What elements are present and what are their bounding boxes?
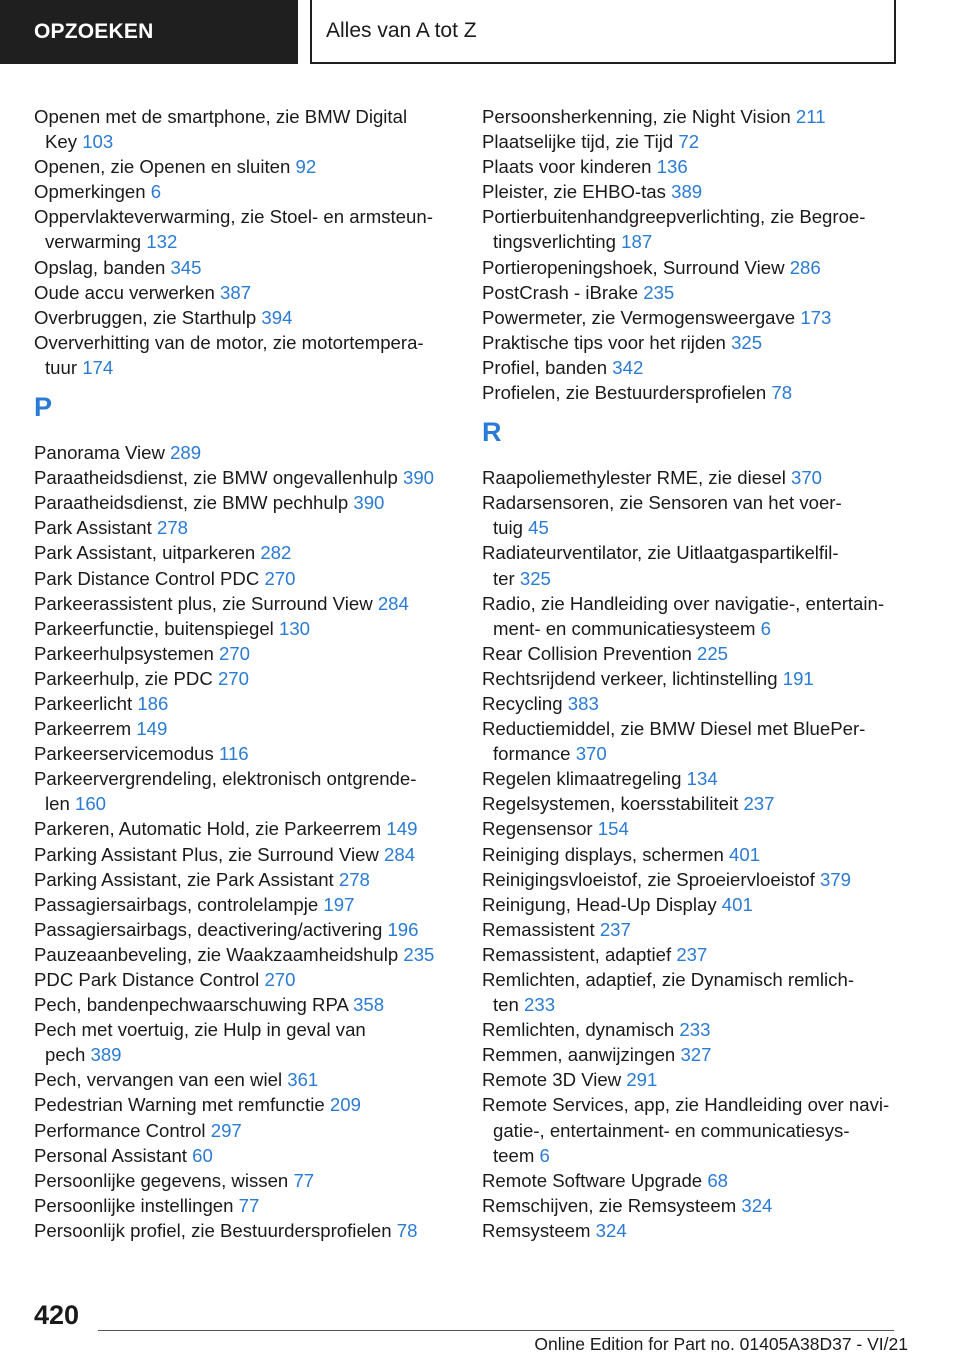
- index-entry: [482, 330, 902, 355]
- page-reference-link[interactable]: 191: [782, 667, 814, 689]
- index-entry-text: Parkeerservicemodus: [34, 743, 214, 765]
- page-reference-link[interactable]: 390: [353, 492, 385, 514]
- index-entry: [482, 942, 902, 967]
- index-entry: [34, 104, 454, 154]
- section-letter: R: [482, 417, 502, 448]
- index-entry: [34, 641, 454, 666]
- index-entry-text: Remlichten, dynamisch: [482, 1019, 675, 1041]
- index-entry-text: Reinigingsvloeistof, zie Sproeiervloeistof: [482, 868, 815, 890]
- index-entry-text: Pauzeaanbeveling, zie Waakzaamheidshulp: [34, 943, 399, 965]
- index-entry: [34, 1218, 454, 1243]
- index-entry-text: Profiel, banden: [482, 356, 608, 378]
- page-reference-link[interactable]: 6: [150, 181, 162, 203]
- index-entry-text: Parkeerassistent plus, zie Surround View: [34, 592, 373, 614]
- index-entry-text: Remote 3D View: [482, 1069, 622, 1091]
- index-entry: [482, 179, 902, 204]
- page-reference-link[interactable]: 370: [791, 467, 823, 489]
- index-entry-text: ter: [493, 567, 515, 589]
- index-entry-text: Overbruggen, zie Starthulp: [34, 306, 257, 328]
- page-reference-link[interactable]: 389: [671, 181, 703, 203]
- index-entry: [34, 917, 454, 942]
- page-reference-link[interactable]: 209: [329, 1094, 361, 1116]
- index-entry: [482, 490, 902, 540]
- index-entry: [34, 766, 454, 816]
- index-entry: [482, 129, 902, 154]
- index-entry-text: Radarsensoren, zie Sensoren van het voer-: [482, 492, 842, 514]
- page-reference-link[interactable]: 134: [686, 768, 718, 790]
- index-entry: [482, 641, 902, 666]
- index-entry-text: Oude accu verwerken: [34, 281, 215, 303]
- index-entry: [482, 255, 902, 280]
- page-reference-link[interactable]: 379: [819, 868, 851, 890]
- page-reference-link[interactable]: 401: [729, 843, 761, 865]
- index-entry-text: Passagiersairbags, controlelampje: [34, 893, 319, 915]
- page-reference-link[interactable]: 270: [264, 567, 296, 589]
- index-entry: [34, 842, 454, 867]
- page-reference-link[interactable]: 389: [90, 1044, 122, 1066]
- index-entry: [34, 691, 454, 716]
- page-reference-link[interactable]: 237: [676, 943, 708, 965]
- edition-note: Online Edition for Part no. 01405A38D37 - VI/21: [534, 1334, 908, 1354]
- page-reference-link[interactable]: 286: [789, 256, 821, 278]
- index-entry: [34, 490, 454, 515]
- index-entry: [34, 1092, 454, 1117]
- index-entry-text: Remschijven, zie Remsysteem: [482, 1194, 737, 1216]
- page-reference-link[interactable]: 324: [595, 1219, 627, 1241]
- page-reference-link[interactable]: 278: [338, 868, 370, 890]
- page-reference-link[interactable]: 345: [170, 256, 202, 278]
- index-entry: [34, 867, 454, 892]
- index-entry: [482, 305, 902, 330]
- page-reference-link[interactable]: 394: [261, 306, 293, 328]
- index-entry: [482, 816, 902, 841]
- index-entry-text: Powermeter, zie Vermogensweergave: [482, 306, 796, 328]
- page-reference-link[interactable]: 160: [75, 793, 107, 815]
- index-entry: [482, 204, 902, 254]
- page-reference-link[interactable]: 270: [219, 642, 251, 664]
- page-reference-link[interactable]: 361: [287, 1069, 319, 1091]
- page-reference-link[interactable]: 325: [731, 331, 763, 353]
- index-entry-text: Parkeervergrendeling, elektronisch ontgrende-: [34, 768, 417, 790]
- index-column-right: [482, 104, 902, 1243]
- index-entry: [34, 1017, 454, 1067]
- page-reference-link[interactable]: 327: [680, 1044, 712, 1066]
- index-entry-text: Pech, bandenpechwaarschuwing RPA: [34, 994, 348, 1016]
- page-reference-link[interactable]: 370: [575, 743, 607, 765]
- page-reference-link[interactable]: 186: [137, 692, 169, 714]
- page-reference-link[interactable]: 237: [743, 793, 775, 815]
- index-entry: [34, 280, 454, 305]
- index-entry-text: Radio, zie Handleiding over navigatie-, entertain-: [482, 592, 885, 614]
- index-entry-text: Praktische tips voor het rijden: [482, 331, 726, 353]
- page-reference-link[interactable]: 77: [238, 1194, 260, 1216]
- index-entry-text: Personal Assistant: [34, 1144, 187, 1166]
- footer-divider: [98, 1330, 894, 1331]
- index-entry: [34, 992, 454, 1017]
- index-entry-text: verwarming: [45, 231, 142, 253]
- index-entry: [482, 1218, 902, 1243]
- index-entry-text: Pech, vervangen van een wiel: [34, 1069, 283, 1091]
- index-entry: [34, 816, 454, 841]
- index-entry-text: Paraatheidsdienst, zie BMW ongevallenhulp: [34, 467, 398, 489]
- index-entry-text: Park Assistant, uitparkeren: [34, 542, 256, 564]
- index-entry: [34, 967, 454, 992]
- page-reference-link[interactable]: 270: [264, 969, 296, 990]
- index-entry-text: Radiateurventilator, zie Uitlaatgaspartikelfil-: [482, 542, 839, 564]
- page-reference-link[interactable]: 233: [524, 994, 556, 1016]
- index-entry-text: Raapoliemethylester RME, zie diesel: [482, 467, 786, 489]
- page-reference-link[interactable]: 6: [760, 617, 771, 639]
- section-letter: P: [34, 392, 53, 423]
- index-entry-text: tuig: [493, 517, 523, 539]
- index-entry-text: Pedestrian Warning met remfunctie: [34, 1094, 325, 1116]
- index-entry-text: formance: [493, 743, 571, 765]
- index-entry: [482, 104, 902, 129]
- page-reference-link[interactable]: 132: [146, 231, 178, 253]
- page-reference-link[interactable]: 187: [621, 231, 653, 253]
- index-entry-text: Remassistent, adaptief: [482, 943, 672, 965]
- index-entry-text: Opmerkingen: [34, 181, 146, 203]
- index-entry-text: Paraatheidsdienst, zie BMW pechhulp: [34, 492, 349, 514]
- index-entry: [482, 1193, 902, 1218]
- index-entry-text: Park Assistant: [34, 517, 152, 539]
- index-entry-text: Pleister, zie EHBO-tas: [482, 181, 666, 203]
- page-reference-link[interactable]: 130: [278, 617, 311, 639]
- page-reference-link[interactable]: 211: [795, 106, 826, 127]
- index-entry-text: Parkeerlicht: [34, 692, 133, 714]
- index-entry: [482, 691, 902, 716]
- page-reference-link[interactable]: 278: [156, 517, 189, 539]
- index-entry-text: PostCrash - iBrake: [482, 281, 639, 303]
- index-entry: [34, 566, 454, 591]
- page-reference-link[interactable]: 284: [377, 592, 409, 614]
- index-entry-text: Parkeerfunctie, buitenspiegel: [34, 617, 274, 639]
- page-reference-link[interactable]: 78: [771, 382, 793, 404]
- index-entry: [482, 355, 902, 380]
- index-entry-text: Pech met voertuig, zie Hulp in geval van: [34, 1019, 366, 1041]
- index-entry-text: Performance Control: [34, 1119, 206, 1141]
- index-entry: [34, 465, 454, 490]
- page-header: [0, 0, 960, 66]
- index-entry: [34, 741, 454, 766]
- index-entry-text: Reiniging displays, schermen: [482, 843, 724, 865]
- page-reference-link[interactable]: 68: [707, 1169, 728, 1191]
- index-entry-text: Profielen, zie Bestuurdersprofielen: [482, 382, 767, 404]
- index-entry: [34, 591, 454, 616]
- page-reference-link[interactable]: 92: [295, 156, 317, 178]
- index-entry-text: Persoonsherkenning, zie Night Vision: [482, 106, 791, 127]
- index-entry-text: gatie-, entertainment- en communicatiesys-: [493, 1119, 850, 1141]
- index-entry-text: Remsysteem: [482, 1219, 591, 1241]
- index-entry-text: Remassistent: [482, 918, 595, 940]
- page-reference-link[interactable]: 235: [403, 943, 435, 965]
- index-entry-text: Portierbuitenhandgreepverlichting, zie Begroe-: [482, 206, 866, 228]
- index-entry: [482, 666, 902, 691]
- index-entry-text: Remlichten, adaptief, zie Dynamisch remlich-: [482, 969, 855, 990]
- index-entry: [482, 540, 902, 590]
- index-entry-text: Parkeerhulpsystemen: [34, 642, 214, 664]
- index-entry-text: Openen met de smartphone, zie BMW Digital: [34, 106, 408, 127]
- index-entry-text: tuur: [45, 356, 78, 378]
- index-entry-text: PDC Park Distance Control: [34, 969, 260, 990]
- index-entry: [34, 716, 454, 741]
- index-entry: [482, 1042, 902, 1067]
- page-reference-link[interactable]: 282: [260, 542, 292, 564]
- index-entry-text: Plaatselijke tijd, zie Tijd: [482, 131, 674, 153]
- page-reference-link[interactable]: 78: [396, 1219, 418, 1241]
- page-reference-link[interactable]: 136: [656, 156, 688, 178]
- index-entry: [482, 280, 902, 305]
- page-reference-link[interactable]: 173: [800, 306, 832, 328]
- index-entry-text: Regelen klimaatregeling: [482, 768, 682, 790]
- page-reference-link[interactable]: 103: [82, 131, 114, 153]
- page-reference-link[interactable]: 342: [612, 356, 644, 378]
- index-entry-text: tingsverlichting: [493, 231, 616, 253]
- index-entry: [482, 766, 902, 791]
- index-entry-text: Persoonlijke instellingen: [34, 1194, 234, 1216]
- index-entry: [482, 867, 902, 892]
- index-column-left: [34, 104, 454, 1243]
- index-entry: [482, 716, 902, 766]
- index-entry-text: Persoonlijke gegevens, wissen: [34, 1169, 289, 1191]
- section-title: Alles van A tot Z: [310, 0, 896, 64]
- index-entry: [482, 380, 902, 405]
- index-entry-text: Remote Software Upgrade: [482, 1169, 703, 1191]
- index-entry-text: Regensensor: [482, 818, 593, 840]
- section-tab: OPZOEKEN: [0, 0, 298, 64]
- index-entry-text: Parking Assistant Plus, zie Surround View: [34, 843, 379, 865]
- page-reference-link[interactable]: 289: [170, 442, 202, 464]
- index-entry-text: pech: [45, 1044, 86, 1066]
- index-entry: [34, 515, 454, 540]
- index-entry-text: Recycling: [482, 692, 563, 714]
- index-entry: [482, 1092, 902, 1167]
- page-reference-link[interactable]: 235: [643, 281, 675, 303]
- index-entry: [34, 942, 454, 967]
- page-reference-link[interactable]: 297: [210, 1119, 242, 1141]
- index-entry-text: Reductiemiddel, zie BMW Diesel met BluePer-: [482, 718, 866, 740]
- index-entry-text: Portieropeningshoek, Surround View: [482, 256, 785, 278]
- index-entry-text: Reinigung, Head-Up Display: [482, 893, 717, 915]
- index-entry: [482, 892, 902, 917]
- page-reference-link[interactable]: 325: [519, 567, 551, 589]
- index-entry: [34, 204, 454, 254]
- page-reference-link[interactable]: 324: [741, 1194, 773, 1216]
- index-entry-text: Panorama View: [34, 442, 165, 464]
- index-entry: [34, 1118, 454, 1143]
- index-entry-text: Passagiersairbags, deactivering/activering: [34, 918, 383, 940]
- page-reference-link[interactable]: 284: [384, 843, 416, 865]
- page-reference-link[interactable]: 45: [528, 517, 549, 539]
- page-reference-link[interactable]: 291: [626, 1069, 658, 1091]
- index-entry-text: Parkeerhulp, zie PDC: [34, 667, 213, 689]
- page-reference-link[interactable]: 401: [721, 893, 753, 915]
- page-reference-link[interactable]: 390: [403, 467, 435, 489]
- page-reference-link[interactable]: 225: [696, 642, 729, 664]
- index-entry: [34, 1193, 454, 1218]
- index-entry: [34, 892, 454, 917]
- index-entry: [34, 440, 454, 465]
- index-entry-text: Persoonlijk profiel, zie Bestuurdersprofielen: [34, 1219, 392, 1241]
- page-reference-link[interactable]: 60: [192, 1144, 213, 1166]
- index-entry-text: len: [45, 793, 70, 815]
- page-reference-link[interactable]: 270: [217, 667, 249, 689]
- page-reference-link[interactable]: 233: [679, 1019, 711, 1041]
- page-reference-link[interactable]: 72: [678, 131, 700, 153]
- index-entry-text: Parkeren, Automatic Hold, zie Parkeerrem: [34, 818, 382, 840]
- index-entry: [34, 1168, 454, 1193]
- page-reference-link[interactable]: 116: [218, 743, 249, 765]
- index-entry-text: Plaats voor kinderen: [482, 156, 652, 178]
- index-entry-text: ten: [493, 994, 519, 1016]
- page-reference-link[interactable]: 174: [82, 356, 114, 378]
- index-entry: [482, 967, 902, 1017]
- page-reference-link[interactable]: 154: [597, 818, 629, 840]
- page-reference-link[interactable]: 196: [387, 918, 419, 940]
- index-entry-text: Rechtsrijdend verkeer, lichtinstelling: [482, 667, 778, 689]
- index-entry: [34, 540, 454, 565]
- index-entry: [482, 1168, 902, 1193]
- index-entry: [34, 666, 454, 691]
- index-entry-text: Park Distance Control PDC: [34, 567, 260, 589]
- index-entry: [34, 1143, 454, 1168]
- index-entry-text: Parkeerrem: [34, 718, 132, 740]
- page-reference-link[interactable]: 149: [386, 818, 418, 840]
- index-entry-text: Remmen, aanwijzingen: [482, 1044, 676, 1066]
- page-reference-link[interactable]: 149: [136, 718, 168, 740]
- index-entry: [482, 465, 902, 490]
- index-entry: [482, 791, 902, 816]
- page-reference-link[interactable]: 77: [293, 1169, 315, 1191]
- index-entry-text: Opslag, banden: [34, 256, 166, 278]
- index-entry-text: Oppervlakteverwarming, zie Stoel- en armsteun-: [34, 206, 433, 228]
- index-entry-text: Openen, zie Openen en sluiten: [34, 156, 291, 178]
- index-entry-text: Remote Services, app, zie Handleiding over navi-: [482, 1094, 890, 1116]
- index-entry-text: Key: [45, 131, 78, 153]
- index-entry: [482, 1017, 902, 1042]
- page-reference-link[interactable]: 358: [353, 994, 385, 1016]
- page-reference-link[interactable]: 383: [567, 692, 599, 714]
- page-number: 420: [34, 1300, 80, 1330]
- index-entry: [34, 154, 454, 179]
- index-entry: [34, 255, 454, 280]
- page-reference-link[interactable]: 6: [539, 1144, 550, 1166]
- index-entry: [482, 591, 902, 641]
- index-entry-text: ment- en communicatiesysteem: [493, 617, 756, 639]
- page-reference-link[interactable]: 387: [220, 281, 252, 303]
- index-entry: [34, 616, 454, 641]
- index-entry: [482, 154, 902, 179]
- index-entry-text: Regelsystemen, koersstabiliteit: [482, 793, 739, 815]
- index-entry: [34, 330, 454, 380]
- index-entry: [34, 305, 454, 330]
- index-entry: [482, 842, 902, 867]
- index-entry: [34, 1067, 454, 1092]
- index-entry-text: Parking Assistant, zie Park Assistant: [34, 868, 334, 890]
- index-entry-text: teem: [493, 1144, 535, 1166]
- index-entry-text: Oververhitting van de motor, zie motortempera-: [34, 331, 424, 353]
- page-reference-link[interactable]: 237: [599, 918, 631, 940]
- index-entry: [482, 1067, 902, 1092]
- index-entry-text: Rear Collision Prevention: [482, 642, 692, 664]
- page-reference-link[interactable]: 197: [323, 893, 355, 915]
- index-entry: [482, 917, 902, 942]
- index-entry: [34, 179, 454, 204]
